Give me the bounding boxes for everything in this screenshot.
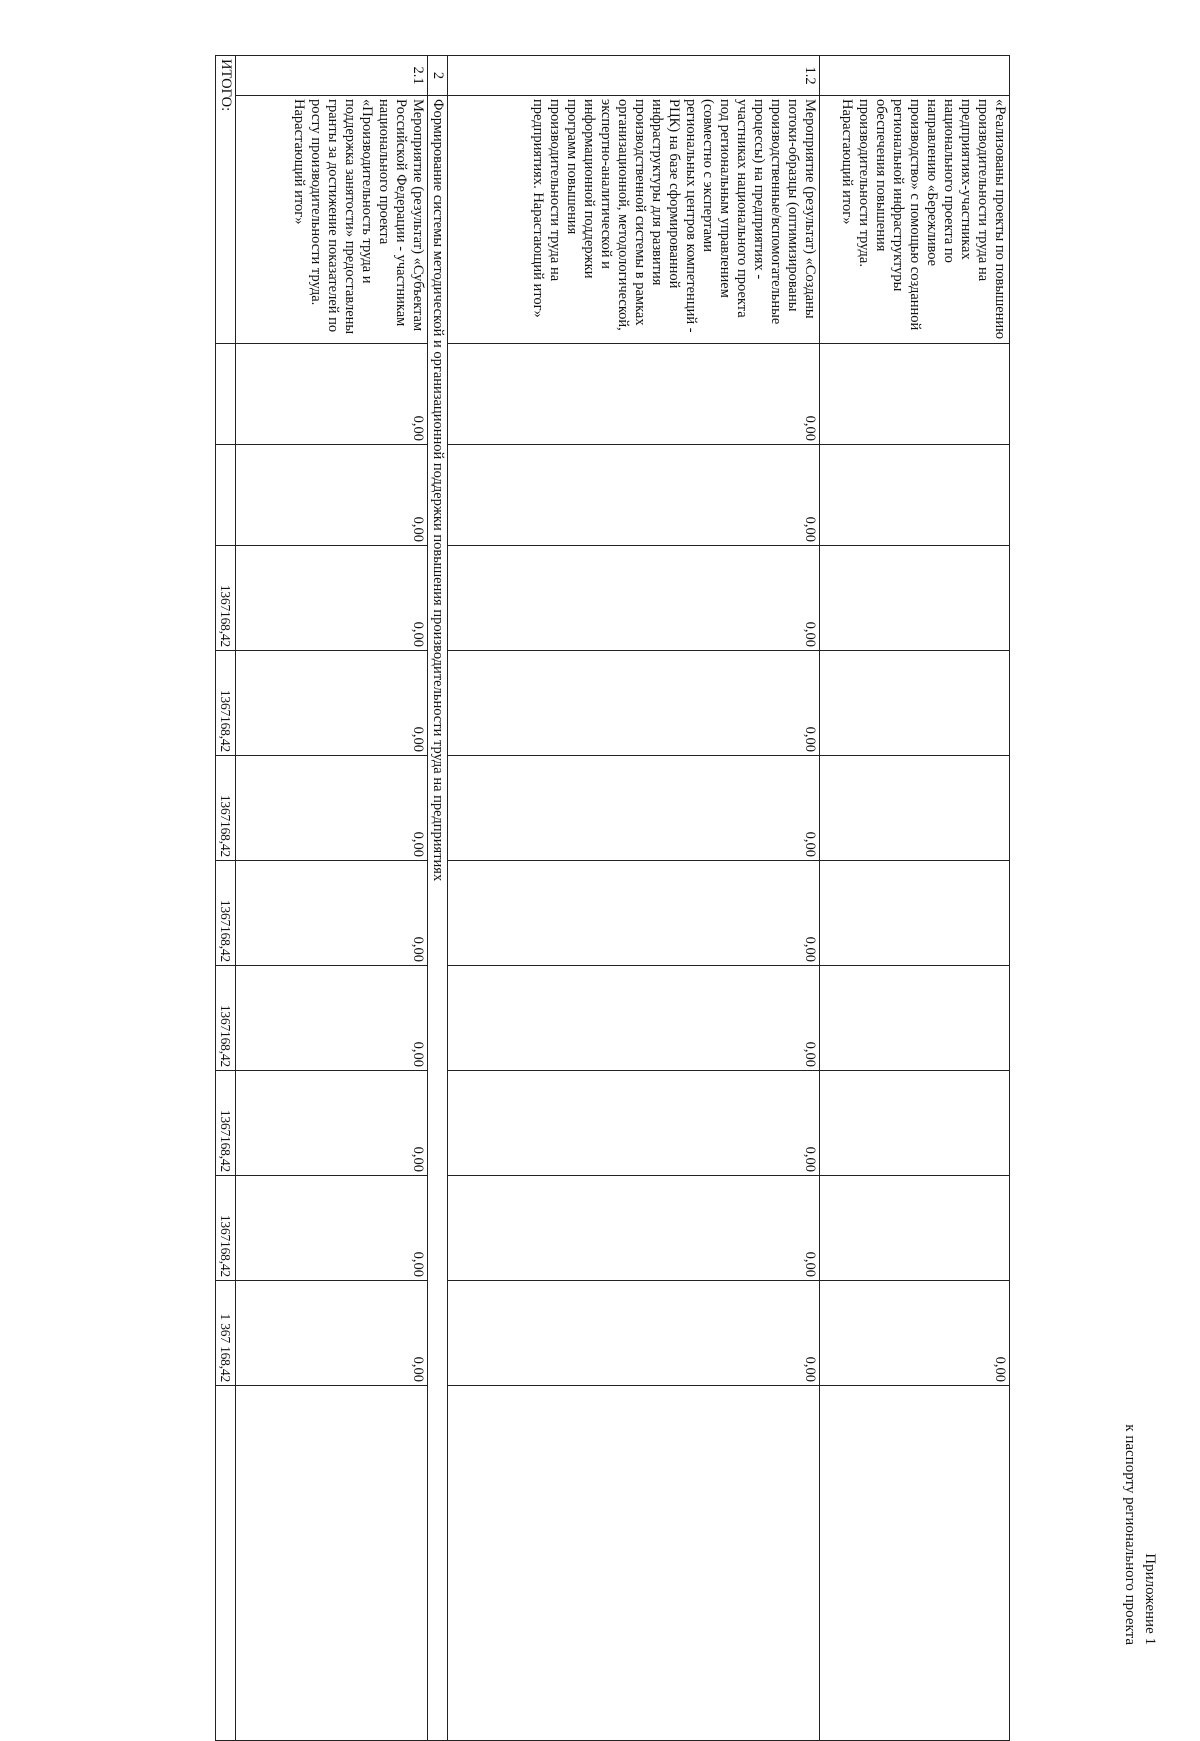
table-row xyxy=(448,56,820,1741)
empty-cell xyxy=(216,1386,236,1741)
total-cell: 1367168,42 xyxy=(216,651,236,756)
table-row xyxy=(236,56,428,1741)
total-row xyxy=(216,56,236,1741)
value-cell xyxy=(820,546,1010,651)
appendix-line-2: к паспорту регионального проекта xyxy=(1122,1424,1138,1645)
budget-table xyxy=(215,55,1010,1741)
value-cell: 0,00 xyxy=(236,651,428,756)
value-cell: 0,00 xyxy=(448,1071,820,1176)
row-name: Мероприятие (результат) «Субъектам Российской Федерации - участникам национального проекта «Производительность труда и поддержка занятости» предоставлены гранты за достижение показателей по росту производительности труда. Нарастающий итог» xyxy=(236,96,428,344)
total-label: ИТОГО: xyxy=(216,56,236,344)
value-cell xyxy=(820,1176,1010,1281)
section-row xyxy=(428,56,448,1741)
value-cell: 0,00 xyxy=(448,1176,820,1281)
value-cell: 0,00 xyxy=(236,344,428,445)
section-index: 2 xyxy=(428,56,448,96)
value-cell xyxy=(820,966,1010,1071)
table-row xyxy=(820,56,1010,1741)
appendix-line-1: Приложение 1 xyxy=(1142,1553,1158,1645)
value-cell: 0,00 xyxy=(820,1281,1010,1386)
total-cell xyxy=(216,445,236,546)
value-cell xyxy=(820,445,1010,546)
value-cell: 0,00 xyxy=(236,756,428,861)
row-name: «Реализованы проекты по повышению производительности труда на предприятиях-участниках национального проекта по направлению «Бережливое производство» с помощью созданной региональной инфраструктуры обеспечения повышения производительности труда. Нарастающий итог» xyxy=(820,96,1010,344)
total-cell: 1367168,42 xyxy=(216,546,236,651)
value-cell xyxy=(820,756,1010,861)
value-cell xyxy=(820,1071,1010,1176)
total-cell xyxy=(216,344,236,445)
total-cell: 1367168,42 xyxy=(216,966,236,1071)
value-cell: 0,00 xyxy=(236,1176,428,1281)
value-cell: 0,00 xyxy=(448,546,820,651)
value-cell: 0,00 xyxy=(448,966,820,1071)
total-cell: 1367168,42 xyxy=(216,756,236,861)
value-cell: 0,00 xyxy=(236,1071,428,1176)
row-index xyxy=(820,56,1010,96)
total-cell: 1367168,42 xyxy=(216,861,236,966)
appendix-note xyxy=(1120,1424,1160,1645)
value-cell: 0,00 xyxy=(448,344,820,445)
value-cell xyxy=(820,344,1010,445)
value-cell: 0,00 xyxy=(448,1281,820,1386)
total-cell: 1 367 168,42 xyxy=(216,1281,236,1386)
total-cell: 1367168,42 xyxy=(216,1176,236,1281)
empty-cell xyxy=(236,1386,428,1741)
value-cell: 0,00 xyxy=(236,546,428,651)
value-cell: 0,00 xyxy=(236,445,428,546)
empty-cell xyxy=(448,1386,820,1741)
row-index: 1.2 xyxy=(448,56,820,96)
empty-cell xyxy=(820,1386,1010,1741)
value-cell: 0,00 xyxy=(448,756,820,861)
value-cell: 0,00 xyxy=(236,966,428,1071)
section-title: Формирование системы методической и организационной поддержки повышения производительности труда на предприятиях xyxy=(428,96,448,1741)
value-cell: 0,00 xyxy=(448,651,820,756)
value-cell xyxy=(820,651,1010,756)
value-cell: 0,00 xyxy=(236,1281,428,1386)
row-index: 2.1 xyxy=(236,56,428,96)
value-cell: 0,00 xyxy=(236,861,428,966)
value-cell: 0,00 xyxy=(448,445,820,546)
value-cell: 0,00 xyxy=(448,861,820,966)
total-cell: 1367168,42 xyxy=(216,1071,236,1176)
value-cell xyxy=(820,861,1010,966)
row-name: Мероприятие (результат) «Созданы потоки-образцы (оптимизированы производственные/вспомогательные процессы) на предприятиях - участниках национального проекта под региональным управлением (совместно с экспертами региональных центров компетенций - РЦК) на базе сформированной инфраструктуры для развития производственной системы в рамках организационной, методологической, экспертно-аналитической и информационной поддержки программ повышения производительности труда на предприятиях. Нарастающий итог» xyxy=(448,96,820,344)
